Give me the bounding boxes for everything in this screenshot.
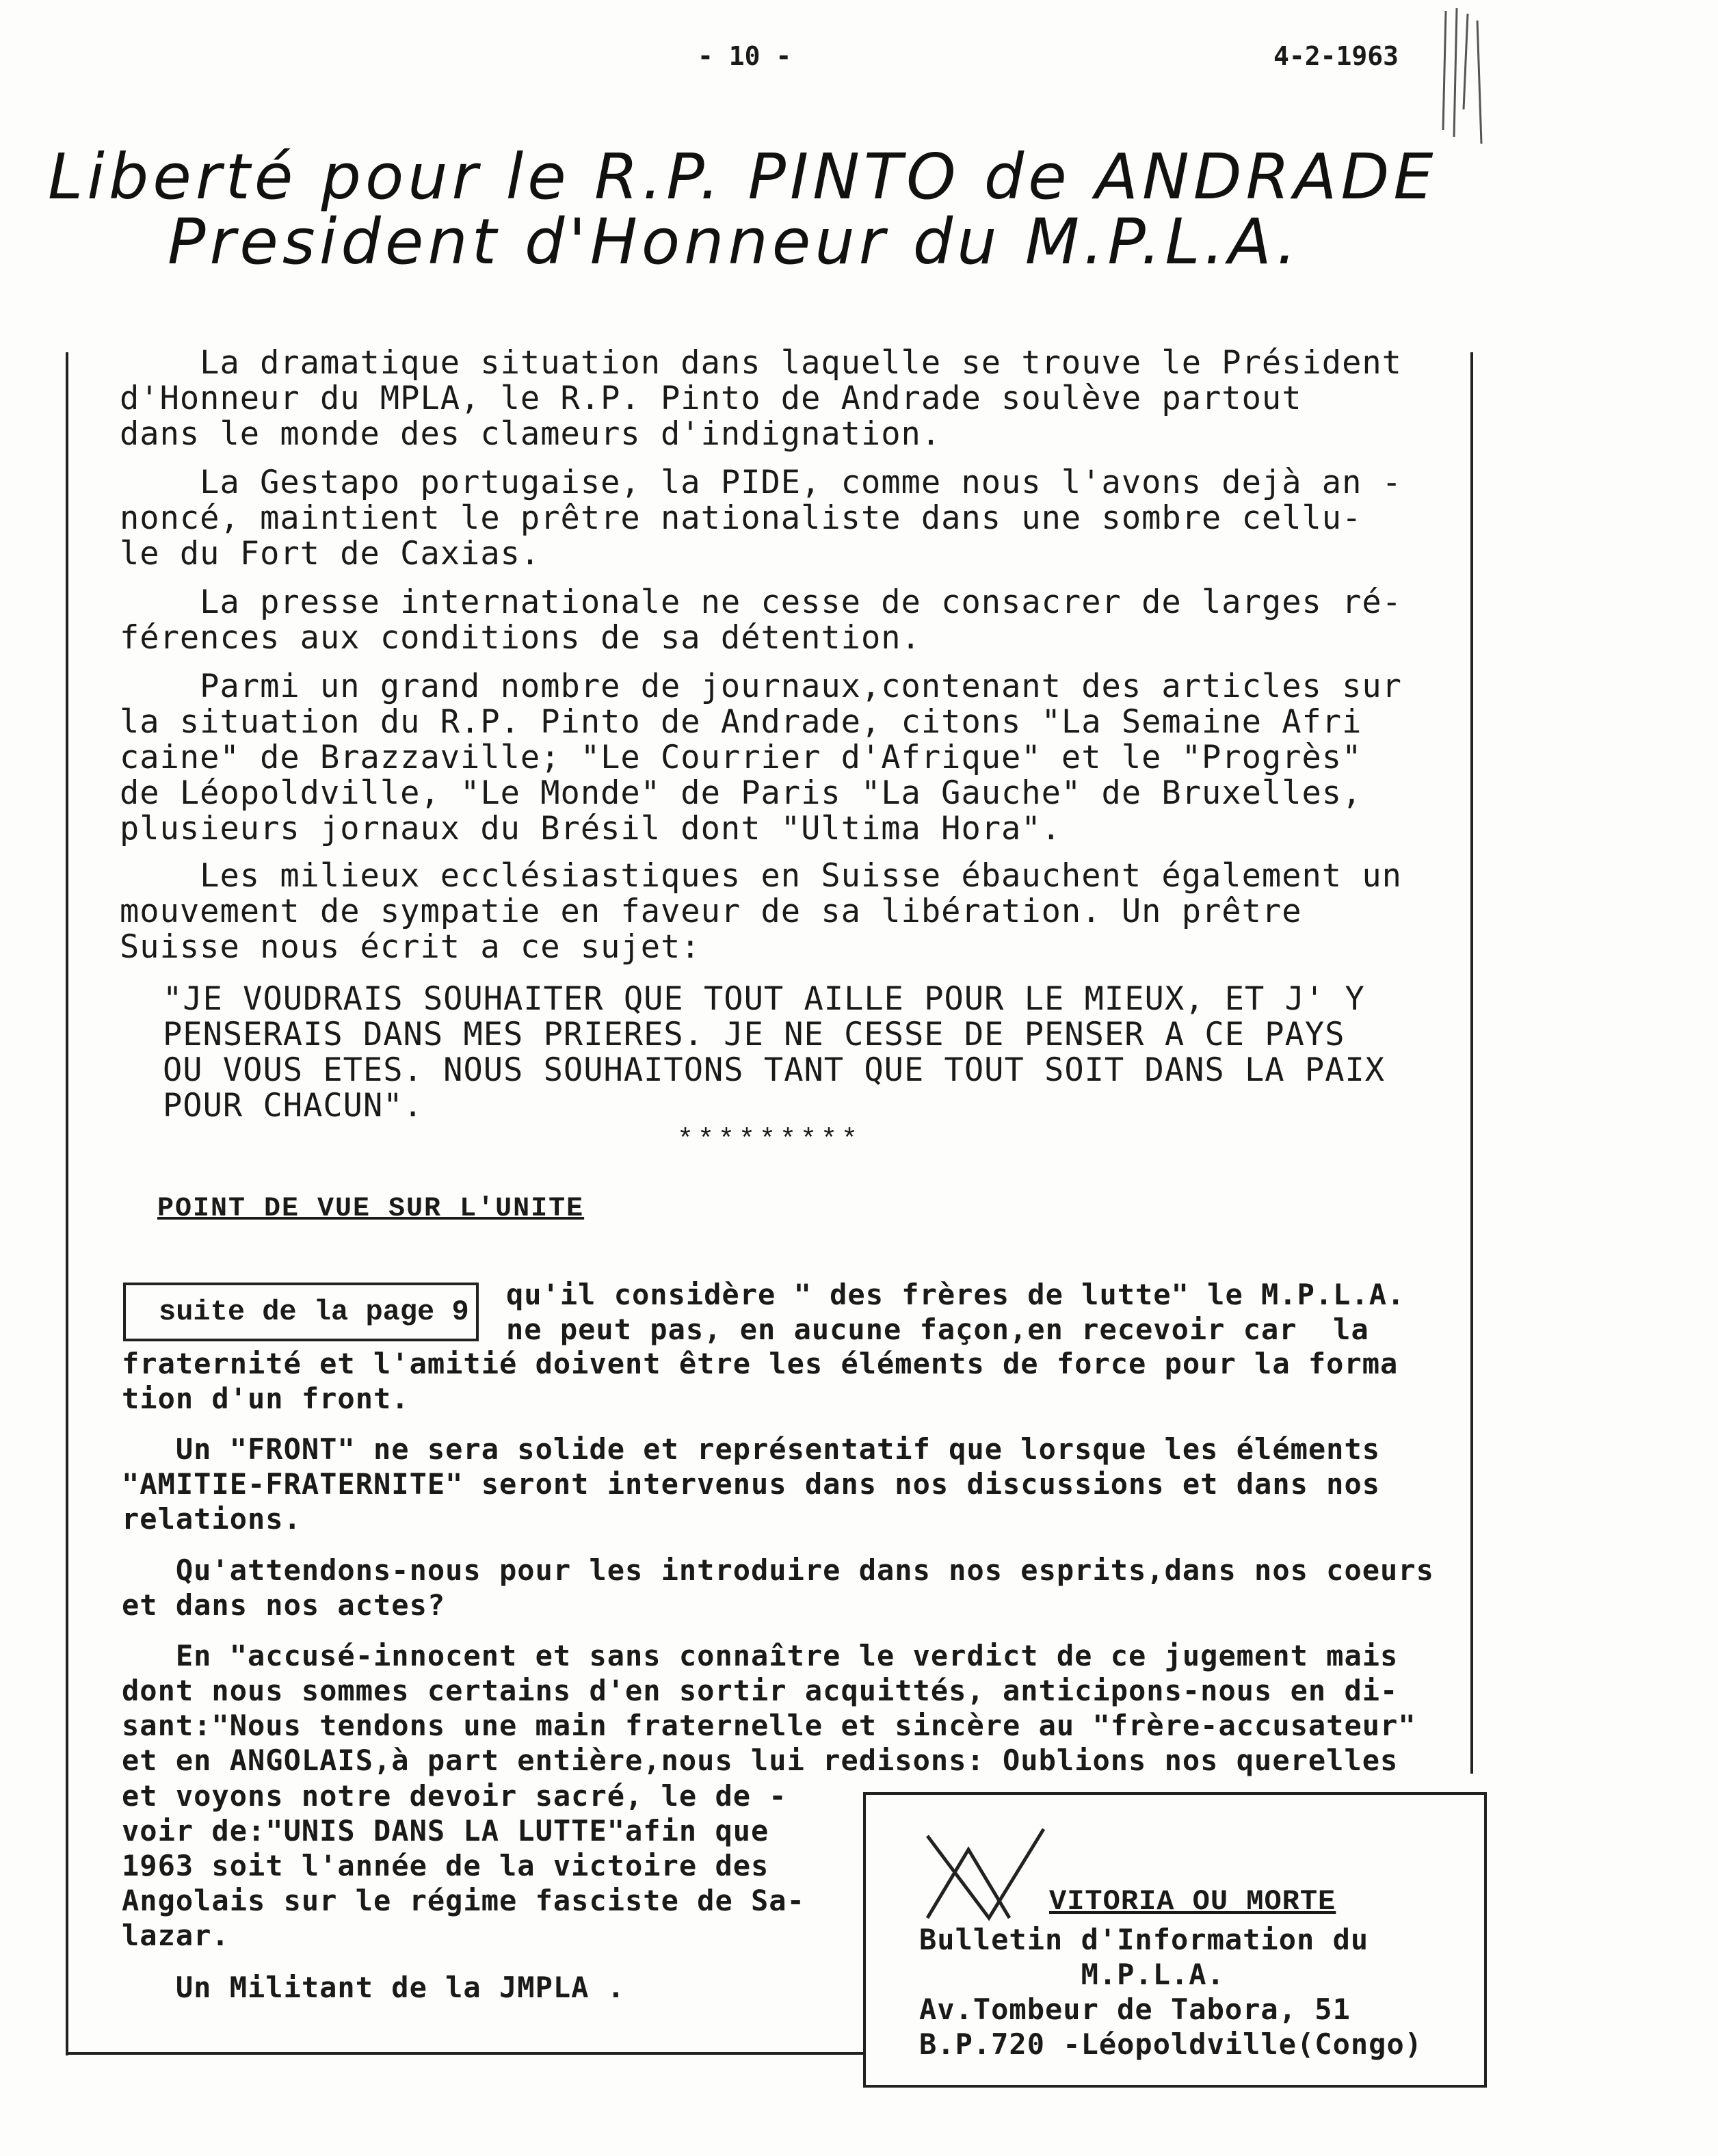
info-box-title: VITORIA OU MORTE bbox=[1049, 1885, 1336, 1918]
section-paragraph: Un "FRONT" ne sera solide et représentatif que lorsque les éléments "AMITIE-FRATERNITE" seront intervenus dans nos discussions et dans nos relations. bbox=[122, 1432, 1381, 1536]
headline-line-2: President d'Honneur du M.P.L.A. bbox=[168, 205, 1301, 278]
info-box-address: Bulletin d'Information du M.P.L.A. Av.Tombeur de Tabora, 51 B.P.720 -Léopoldville(Congo) bbox=[919, 1923, 1423, 2061]
article-paragraph: La dramatique situation dans laquelle se trouve le Président d'Honneur du MPLA, le R.P. Pinto de Andrade soulève partout dans le monde des clameurs d'indignation. bbox=[120, 344, 1402, 453]
issue-date: 4-2-1963 bbox=[1273, 41, 1399, 71]
article-paragraph: Parmi un grand nombre de journaux,contenant des articles sur la situation du R.P. Pinto de Andrade, citons "La Semaine Afri caine" de Brazzaville; "Le Courrier d'Afrique" et le "Progrès" de Léopoldville, "Le Monde" de Paris "La Gauche" de Bruxelles, plusieurs jornaux du Brésil dont "Ultima Hora". bbox=[120, 668, 1402, 847]
section-paragraph: En "accusé-innocent et sans connaître le verdict de ce jugement mais dont nous sommes certains d'en sortir acquittés, anticipons-nous en di- sant:"Nous tendons une main fraternelle et sincère au "frère-accusateur" et en ANGOLAIS,à part entière,nous lui redisons: Oublions nos querelles bbox=[122, 1639, 1416, 1777]
priest-quote: "JE VOUDRAIS SOUHAITER QUE TOUT AILLE POUR LE MIEUX, ET J' Y PENSERAIS DANS MES PRIERES. JE NE CESSE DE PENSER A CE PAYS OU VOUS ETES. NOUS SOUHAITONS TANT QUE TOUT SOIT DANS LA PAIX POUR CHACUN". bbox=[163, 980, 1386, 1125]
section-closing: et voyons notre devoir sacré, le de - voir de:"UNIS DANS LA LUTTE"afin que 1963 soit l'année de la victoire des Angolais sur le régime fasciste de Sa- lazar. bbox=[122, 1779, 805, 1952]
article-paragraph: La Gestapo portugaise, la PIDE, comme nous l'avons dejà an - noncé, maintient le prêtre nationaliste dans une sombre cellu- le du Fort de Caxias. bbox=[120, 464, 1402, 573]
frame-bottom-rule bbox=[66, 2052, 866, 2055]
bulletin-info-box bbox=[863, 1792, 1487, 2088]
section-paragraph: Qu'attendons-nous pour les introduire dans nos esprits,dans nos coeurs et dans nos actes? bbox=[122, 1553, 1434, 1622]
continued-from-box: suite de la page 9 bbox=[123, 1283, 479, 1341]
section-first-lines: qu'il considère " des frères de lutte" le M.P.L.A. ne peut pas, en aucune façon,en recevoir car la bbox=[506, 1278, 1405, 1346]
section-title: POINT DE VUE SUR L'UNITE bbox=[157, 1194, 585, 1224]
frame-right-rule bbox=[1470, 352, 1473, 1774]
headline-line-1: Liberté pour le R.P. PINTO de ANDRADE bbox=[48, 140, 1438, 213]
margin-marks-decoration bbox=[1436, 7, 1518, 144]
section-first-continuation: fraternité et l'amitié doivent être les éléments de force pour la forma tion d'un front. bbox=[122, 1347, 1399, 1415]
signature: Un Militant de la JMPLA . bbox=[122, 1971, 626, 2004]
page-number: - 10 - bbox=[698, 41, 792, 71]
section-separator: ********* bbox=[677, 1125, 862, 1156]
frame-left-rule bbox=[66, 352, 68, 2055]
article-paragraph: La presse internationale ne cesse de consacrer de larges ré- férences aux conditions de sa détention. bbox=[120, 583, 1402, 657]
article-paragraph: Les milieux ecclésiastiques en Suisse ébauchent également un mouvement de sympatie en faveur de sa libération. Un prêtre Suisse nous écrit a ce sujet: bbox=[120, 857, 1402, 966]
mpla-logo-icon bbox=[921, 1822, 1057, 1925]
